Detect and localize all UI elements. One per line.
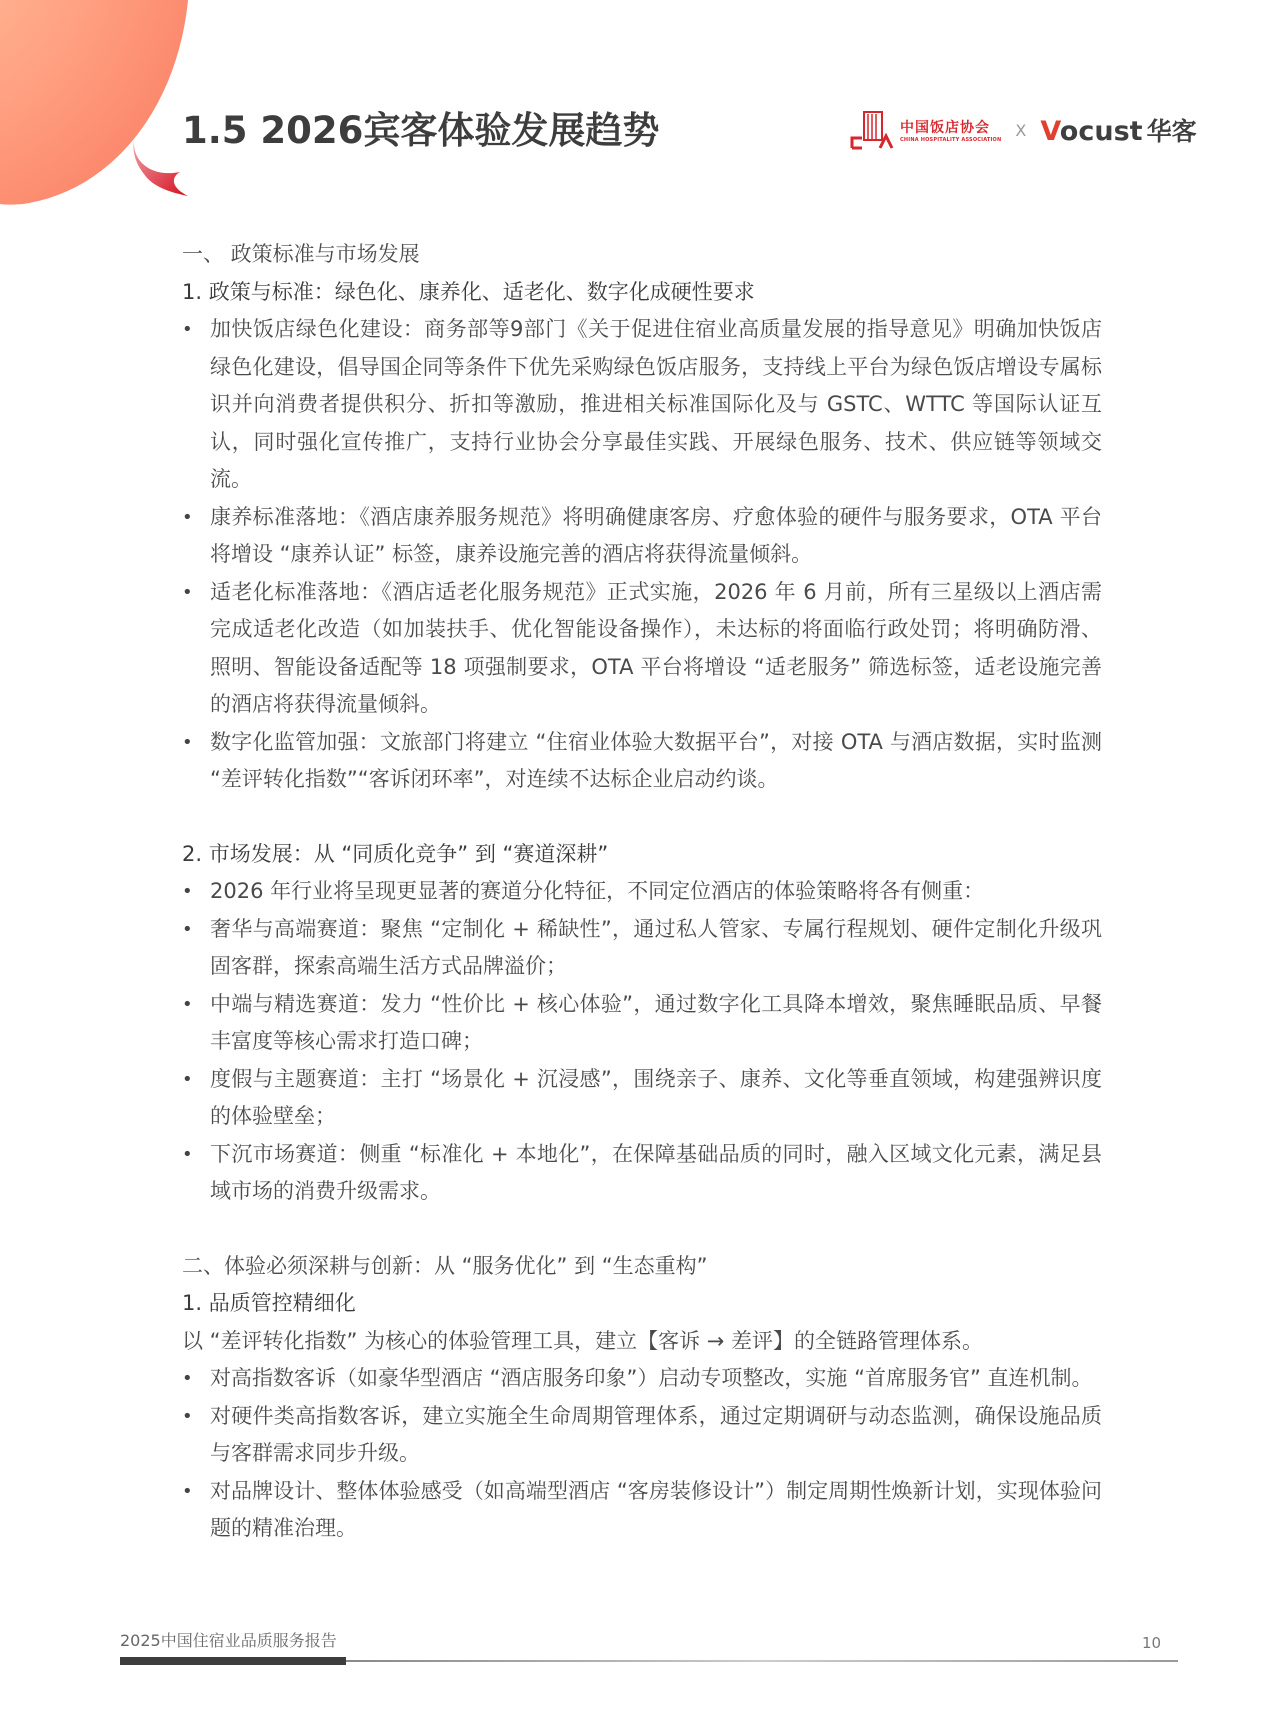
list-item: • 下沉市场赛道：侧重 “标准化 + 本地化”，在保障基础品质的同时，融入区域文化元素，满足县域市场的消费升级需求。 xyxy=(182,1136,1102,1211)
list-item: • 适老化标准落地：《酒店适老化服务规范》正式实施，2026 年 6 月前，所有三星级以上酒店需完成适老化改造（如加装扶手、优化智能设备操作），未达标的将面临行政处罚；将明确防滑、照明、智能设备适配等 18 项强制要求，OTA 平台将增设 “适老服务” 筛选标签，适老设施完善的酒店将获得流量倾斜。 xyxy=(182,574,1102,724)
list-item: • 康养标准落地：《酒店康养服务规范》将明确健康客房、疗愈体验的硬件与服务要求，OTA 平台将增设 “康养认证” 标签，康养设施完善的酒店将获得流量倾斜。 xyxy=(182,499,1102,574)
list-item: • 2026 年行业将呈现更显著的赛道分化特征，不同定位酒店的体验策略将各有侧重： xyxy=(182,873,1102,911)
list-item: • 奢华与高端赛道：聚焦 “定制化 + 稀缺性”，通过私人管家、专属行程规划、硬件定制化升级巩固客群，探索高端生活方式品牌溢价； xyxy=(182,911,1102,986)
section1-sub2-heading: 2. 市场发展：从 “同质化竞争” 到 “赛道深耕” xyxy=(182,841,609,866)
section2-intro: 以 “差评转化指数” 为核心的体验管理工具，建立【客诉 → 差评】的全链路管理体系。 xyxy=(182,1328,984,1353)
list-item: • 数字化监管加强：文旅部门将建立 “住宿业体验大数据平台”，对接 OTA 与酒店数据，实时监测 “差评转化指数”“客诉闭环率”，对连续不达标企业启动约谈。 xyxy=(182,724,1102,799)
china-hospitality-association-logo xyxy=(850,110,1001,150)
header-logos xyxy=(850,108,1197,152)
section2-sub1-list xyxy=(182,1360,1102,1548)
cha-chinese-name: 中国饭店协会 xyxy=(900,120,990,136)
building-logo-icon xyxy=(850,110,896,150)
section2-sub1-heading: 1. 品质管控精细化 xyxy=(182,1291,356,1315)
logo-separator: X xyxy=(1015,120,1027,140)
section2-heading: 二、体验必须深耕与创新：从 “服务优化” 到 “生态重构” xyxy=(182,1253,708,1278)
section1-sub1-heading: 1. 政策与标准：绿色化、康养化、适老化、数字化成硬性要求 xyxy=(182,279,755,304)
vocust-logo: Vocust 华客 xyxy=(1040,116,1197,147)
page-title: 1.5 2026宾客体验发展趋势 xyxy=(182,109,660,152)
document-body xyxy=(182,236,1102,1548)
list-item: • 中端与精选赛道：发力 “性价比 + 核心体验”，通过数字化工具降本增效，聚焦睡眠品质、早餐丰富度等核心需求打造口碑； xyxy=(182,986,1102,1061)
list-item: • 加快饭店绿色化建设：商务部等9部门《关于促进住宿业高质量发展的指导意见》明确加快饭店绿色化建设，倡导国企同等条件下优先采购绿色饭店服务，支持线上平台为绿色饭店增设专属标识并向消费者提供积分、折扣等激励，推进相关标准国际化及与 GSTC、WTTC 等国际认证互认，同时强化宣传推广，支持行业协会分享最佳实践、开展绿色服务、技术、供应链等领域交流。 xyxy=(182,311,1102,499)
list-item: • 对硬件类高指数客诉，建立实施全生命周期管理体系，通过定期调研与动态监测，确保设施品质与客群需求同步升级。 xyxy=(182,1398,1102,1473)
list-item: • 度假与主题赛道：主打 “场景化 + 沉浸感”，围绕亲子、康养、文化等垂直领域，构建强辨识度的体验壁垒； xyxy=(182,1061,1102,1136)
footer-report-name: 2025中国住宿业品质服务报告 xyxy=(120,1631,337,1650)
spacer xyxy=(182,1211,1102,1248)
list-item: • 对品牌设计、整体体验感受（如高端型酒店 “客房装修设计”）制定周期性焕新计划，实现体验问题的精准治理。 xyxy=(182,1473,1102,1548)
section1-sub1-list xyxy=(182,311,1102,799)
section1-sub2-list xyxy=(182,873,1102,1211)
cha-english-name: CHINA HOSPITALITY ASSOCIATION xyxy=(900,137,1002,143)
page-number: 10 xyxy=(1142,1634,1162,1652)
spacer xyxy=(182,799,1102,836)
footer-divider xyxy=(346,1660,1178,1662)
section1-heading: 一、 政策标准与市场发展 xyxy=(182,242,420,266)
list-item: • 对高指数客诉（如豪华型酒店 “酒店服务印象”）启动专项整改，实施 “首席服务官” 直连机制。 xyxy=(182,1360,1102,1398)
footer-bar xyxy=(120,1657,346,1665)
